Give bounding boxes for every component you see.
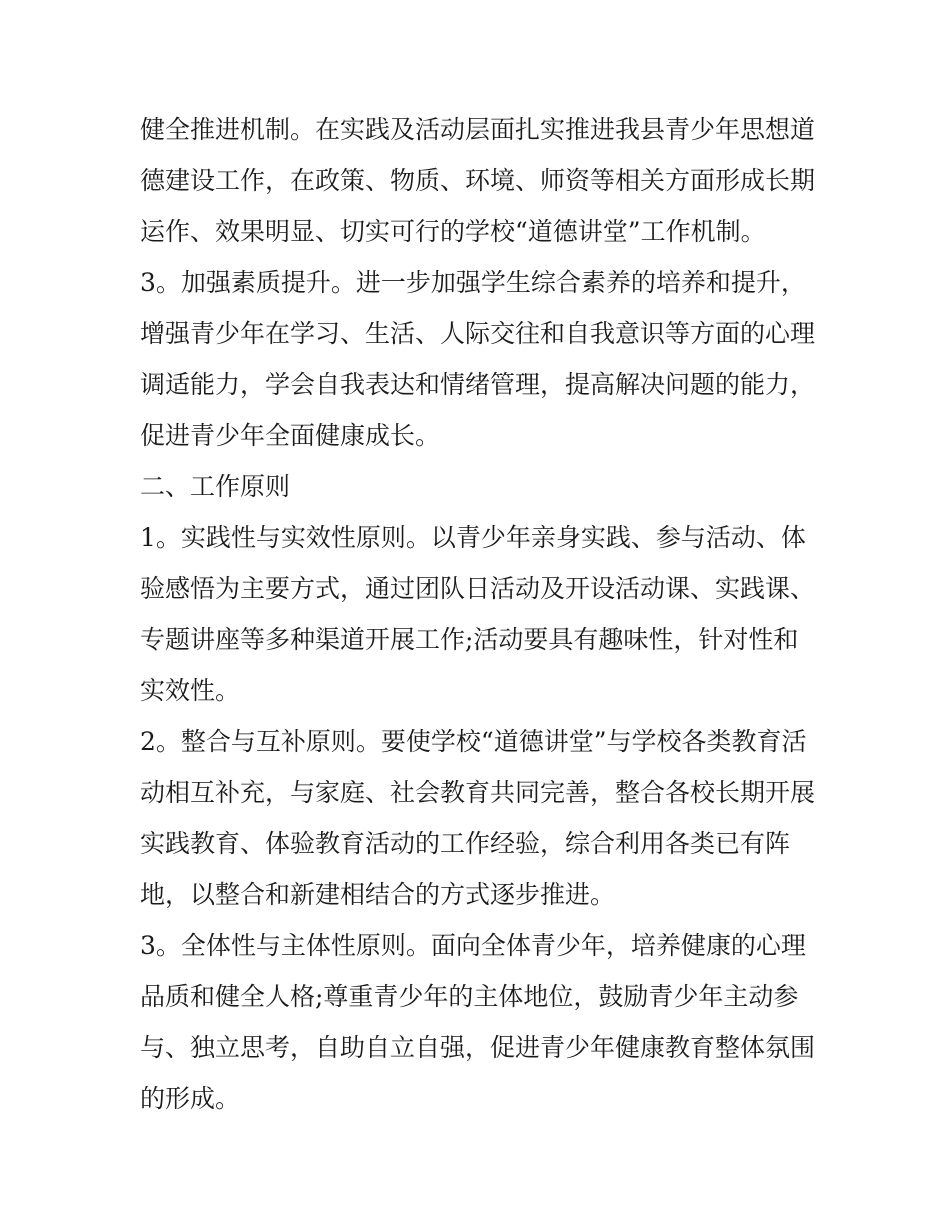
text-line-19: 与、独立思考，自助自立自强，促进青少年健康教育整体氛围 <box>140 1033 816 1062</box>
text-line-9: 1。实践性与实效性原则。以青少年亲身实践、参与活动、体 <box>140 523 806 552</box>
text-line-1: 健全推进机制。在实践及活动层面扎实推进我县青少年思想道 <box>140 115 816 144</box>
section-heading: 二、工作原则 <box>140 472 291 501</box>
text-line-14: 动相互补充，与家庭、社会教育共同完善，整合各校长期开展 <box>140 778 816 807</box>
document-body <box>140 104 820 1124</box>
text-line-6: 调适能力，学会自我表达和情绪管理，提高解决问题的能力， <box>140 370 816 399</box>
text-line-7: 促进青少年全面健康成长。 <box>140 421 441 450</box>
text-line-10: 验感悟为主要方式，通过团队日活动及开设活动课、实践课、 <box>140 574 816 603</box>
text-line-11: 专题讲座等多种渠道开展工作;活动要具有趣味性，针对性和 <box>140 625 799 654</box>
text-line-5: 增强青少年在学习、生活、人际交往和自我意识等方面的心理 <box>140 319 816 348</box>
text-line-15: 实践教育、体验教育活动的工作经验，综合利用各类已有阵 <box>140 829 791 858</box>
text-line-20: 的形成。 <box>140 1084 241 1113</box>
text-line-16: 地，以整合和新建相结合的方式逐步推进。 <box>140 880 616 909</box>
text-line-2: 德建设工作，在政策、物质、环境、师资等相关方面形成长期 <box>140 166 816 195</box>
text-line-3: 运作、效果明显、切实可行的学校“道德讲堂”工作机制。 <box>140 217 766 246</box>
text-line-13: 2。整合与互补原则。要使学校“道德讲堂”与学校各类教育活 <box>140 727 807 756</box>
text-line-12: 实效性。 <box>140 676 241 705</box>
text-line-17: 3。全体性与主体性原则。面向全体青少年，培养健康的心理 <box>140 931 806 960</box>
text-line-4: 3。加强素质提升。进一步加强学生综合素养的培养和提升， <box>140 268 806 297</box>
text-line-18: 品质和健全人格;尊重青少年的主体地位，鼓励青少年主动参 <box>140 982 799 1011</box>
